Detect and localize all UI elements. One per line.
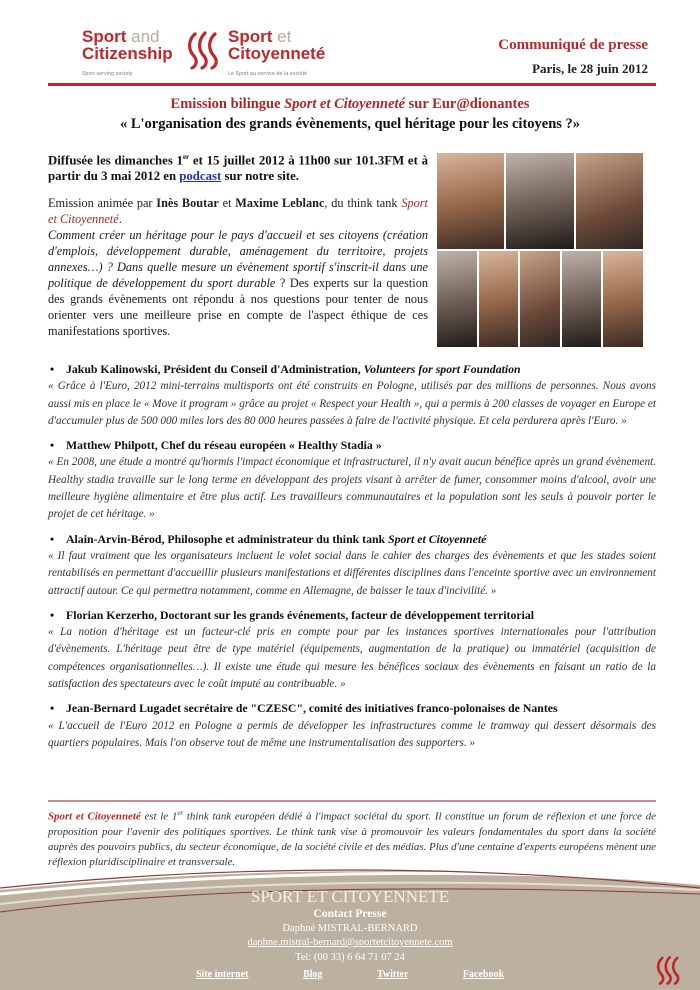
speaker-photo <box>562 251 602 347</box>
intro-section <box>48 149 428 339</box>
logo-tagline: Le Sport au service de la société <box>228 71 308 77</box>
speaker-photo <box>576 153 643 249</box>
text: et <box>218 196 236 211</box>
quote-author <box>48 361 656 378</box>
contact-phone: Tel: (00 33) 6 64 71 07 24 <box>295 951 405 963</box>
contact-name: Daphné MISTRAL-BERNARD <box>282 922 418 934</box>
logo-word: Sport <box>82 27 127 46</box>
quote-author <box>48 700 656 717</box>
footer-org: SPORT ET CITOYENNETE <box>250 887 450 906</box>
quote-author <box>48 437 656 454</box>
text: Emission animée par <box>48 196 157 211</box>
logo-sport-and-citizenship <box>82 28 182 83</box>
title-italic: Sport et Citoyenneté <box>284 96 406 112</box>
speaker-photo <box>506 153 573 249</box>
logo-word: Sport <box>228 27 273 46</box>
text: Alain-Arvin-Bérod, Philosophe et administrateur du think tank <box>66 531 389 546</box>
quote-author <box>48 531 656 548</box>
quote-item <box>48 700 656 752</box>
speaker-photo <box>437 251 477 347</box>
text: Sport et Citoyenneté <box>388 531 487 546</box>
text: est le 1 <box>140 810 178 823</box>
title-text: sur Eur@dionantes <box>405 96 530 112</box>
page-title <box>0 96 700 113</box>
document-date: Paris, le 28 juin 2012 <box>532 61 648 76</box>
footer-contact <box>0 887 700 965</box>
org-name: Sport et Citoyenneté <box>48 810 141 823</box>
quote-author <box>48 607 656 624</box>
quote-text: « Grâce à l'Euro, 2012 mini-terrains multisports ont été construits en Pologne, utilisés par des millions de personnes. Nous avons aussi mis en place le « Move it program » grâce au projet « Respect your Health », qui a permis à 200 classes de voyager en Europe et d'accumuler plus de 500 000 miles lors des 80 000 heures passées à faire de l'activité physique. Et cela perdurera après l'Euro. » <box>48 380 656 427</box>
facebook-link[interactable]: Facebook <box>462 969 505 980</box>
document-type: Communiqué de presse <box>498 37 648 53</box>
text: et 15 juillet 2012 à 11h00 sur 101.3FM et à partir du 3 mai 2012 en <box>48 153 428 184</box>
text: er <box>177 809 184 817</box>
speaker-photo-grid <box>437 153 643 345</box>
contact-email-link[interactable]: daphne.mistral-bernard@sportetcitoyennete.com <box>247 937 453 948</box>
quote-item <box>48 437 656 523</box>
intro-paragraph: Emission animée par Inès Boutar et Maxime Leblanc, du think tank Sport et Citoyenneté. Comment créer un héritage pour le pays d'accueil et ses citoyens (création d'emplois, développement durable, aménagement du territoire, projets annexes…) ? Dans quelle mesure un évènement sportif s'inscrit-il dans une politique de développement du sport durable ? Des experts sur la question des grands évènements ont répondu à nos questions pour tenter de nous orienter vers une meilleure prise en compte de l'aspect éthique de ces manifestations sportives. <box>48 196 428 339</box>
logo-word: Citoyenneté <box>228 44 326 63</box>
speaker-photo <box>479 251 519 347</box>
expert-quotes <box>48 361 656 759</box>
quote-text: « L'accueil de l'Euro 2012 en Pologne a permis de développer les infrastructures comme le tramway qui dessert désormais des quartiers populaires. Mais l'on observe tout de même une instrumentalisation des supporters. » <box>48 719 656 749</box>
quote-text: « Il faut vraiment que les organisateurs incluent le volet social dans le cahier des charges des évènements et que les stades soient rentabilisés en permettant d'accueillir plusieurs manifestations et différentes disciplines dans l'enceinte sportive avec un environnement attractif autour. Ce qui permettra notamment, comme en Allemagne, de baisser le taux d'incivilité. » <box>48 549 656 597</box>
quote-item <box>48 531 656 600</box>
text: sur notre site. <box>221 169 299 184</box>
header-divider <box>48 83 656 86</box>
twitter-link[interactable]: Twitter <box>376 969 409 980</box>
speaker-photo <box>603 251 643 347</box>
site-internet-link[interactable]: Site internet <box>195 969 249 980</box>
title-text: Emission bilingue <box>170 96 285 112</box>
broadcast-info <box>48 149 428 184</box>
host-name: Maxime Leblanc <box>235 196 325 211</box>
logo-tagline: Sport serving society <box>82 71 133 77</box>
quote-text: « La notion d'héritage est un facteur-clé pris en compte pour par les instances sportives internationales pour l'attribution d'évènements. L'héritage peut être de type matériel (équipements, augmentation de la pratique) ou immatériel (acquisition de compétences organisationnelles…). Il existe une étude qui mesure les bénéfices sociaux des évènements en faisant un ratio de la satisfaction des spectateurs avec le coût imputé au contribuable. » <box>48 626 656 691</box>
quote-text: « En 2008, une étude a montré qu'hormis l'impact économique et infrastructurel, il n'y avait aucun bénéfice après un grand évènement. Healthy stadia travaille sur le long terme en développant des projets visant à arrêter de fumer, consommer moins d'alcool, avoir une meilleure hygiène alimentaire et être plus actif. Les travailleurs communautaires et la population sont les seuls à pouvoir porter le projet de cet héritage. » <box>48 456 656 521</box>
intro-question: Comment créer un héritage pour le pays d'accueil et ses citoyens (création d'emplois, développement durable, aménagement du territoire, projets annexes…) ? Dans quelle mesure un évènement sportif s'inscrit-il dans une politique de développement du sport durable <box>48 228 428 291</box>
text: Jakub Kalinowski, Président du Conseil d'Administration, <box>66 362 364 376</box>
logo-word: and <box>131 27 160 46</box>
text: er <box>182 153 190 161</box>
quote-item <box>48 361 656 430</box>
host-name: Inès Boutar <box>156 196 219 211</box>
speaker-photo <box>520 251 560 347</box>
text: Florian Kerzerho, Doctorant sur les grands événements, facteur de développement territorial <box>66 607 535 622</box>
logo-sport-et-citoyennete <box>228 28 348 83</box>
text: , du think tank <box>324 196 402 211</box>
contact-label: Contact Presse <box>313 908 387 920</box>
sss-logo-icon <box>186 30 222 70</box>
about-divider <box>48 800 656 802</box>
text: Jean-Bernard Lugadet secrétaire de "CZESC", comité des initiatives franco-polonaises de Nantes <box>66 701 558 716</box>
quote-item <box>48 607 656 693</box>
logo-word: et <box>277 27 292 46</box>
text: Matthew Philpott, Chef du réseau européen « Healthy Stadia » <box>66 438 382 453</box>
text: think tank européen dédié à l'impact sociétal du sport. Il constitue un forum de réflexion et une force de proposition pour l'avenir des politiques sportives. Le think tank vise à promouvoir les valeurs fondamentales du sport dans la société auprès des pouvoirs publics, du secteur économique, de la société civile et des médias. Plus d'une centaine d'experts européens mènent une réflexion pluridisciplinaire et transversale. <box>48 810 657 868</box>
speaker-photo <box>437 153 504 249</box>
text: Diffusée les dimanches 1 <box>48 153 183 168</box>
footer-links <box>0 969 700 980</box>
text: ? Des experts sur la question des grands évènements ont répondu à nos questions pour tenter de nous orienter vers une meilleure prise en compte de l'aspect éthique de ces manifestations sportives. <box>48 276 428 339</box>
sss-logo-icon <box>655 955 683 985</box>
logo-word: Citizenship <box>82 44 173 63</box>
org-name: Sport et Citoyenneté <box>48 196 428 227</box>
page-subtitle: « L'organisation des grands évènements, quel héritage pour les citoyens ?» <box>119 116 581 132</box>
blog-link[interactable]: Blog <box>302 969 323 980</box>
podcast-link[interactable]: podcast <box>179 169 222 184</box>
text: Volunteers for sport Foundation <box>363 362 521 376</box>
